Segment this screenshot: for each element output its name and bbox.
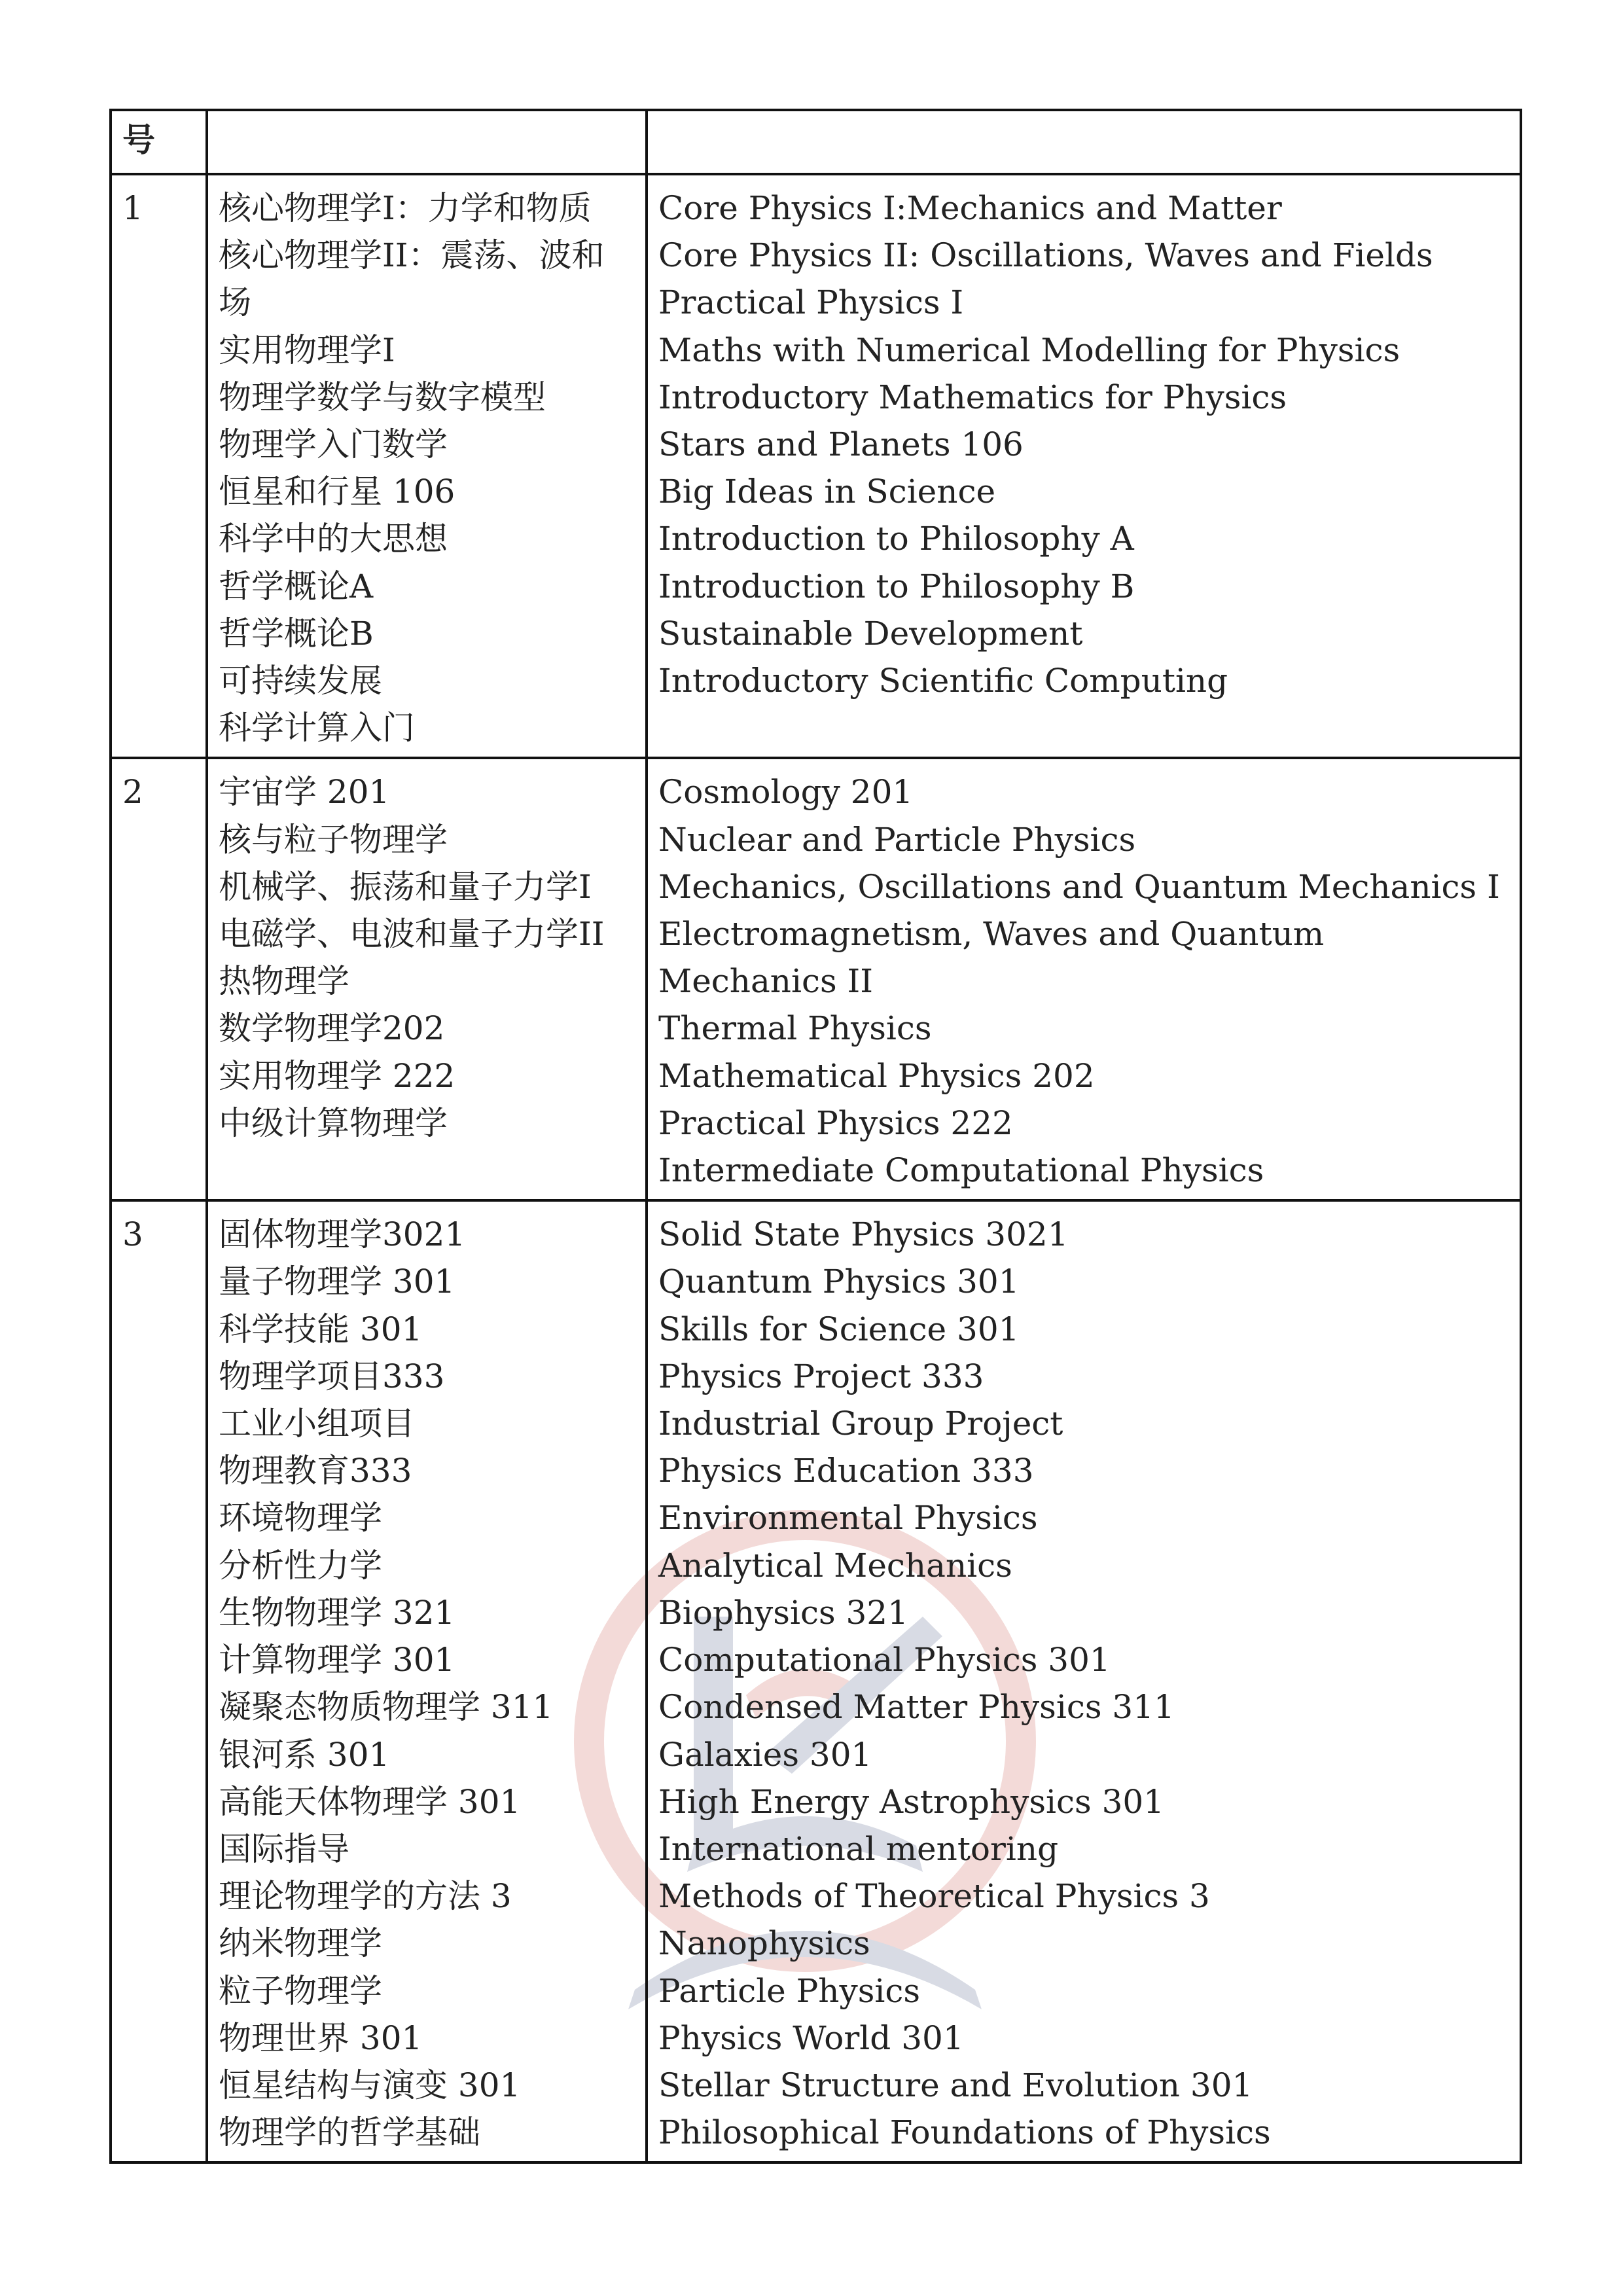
- year-number: 1: [122, 189, 143, 227]
- course-name-en: Computational Physics 301: [658, 1641, 1111, 1679]
- course-name-en: International mentoring: [658, 1829, 1059, 1868]
- course-name-en: Galaxies 301: [658, 1735, 872, 1774]
- table-header-row: [111, 110, 1521, 174]
- course-name-cn: 量子物理学 301: [219, 1263, 455, 1301]
- course-name-cn: 哲学概论A: [219, 567, 374, 605]
- course-name-en: Electromagnetism, Waves and Quantum Mechanics II: [658, 915, 1325, 1001]
- course-name-en: Nuclear and Particle Physics: [658, 820, 1136, 859]
- course-name-en: Practical Physics I: [658, 283, 964, 322]
- course-name-en: Environmental Physics: [658, 1499, 1038, 1537]
- table-row: [111, 758, 1521, 1200]
- course-name-en: Introductory Mathematics for Physics: [658, 378, 1287, 416]
- course-name-cn: 电磁学、电波和量子力学II: [219, 915, 605, 954]
- chinese-course-cell: [207, 174, 647, 758]
- course-name-cn: 高能天体物理学 301: [219, 1782, 521, 1821]
- course-name-cn: 物理学数学与数字模型: [219, 378, 546, 416]
- course-name-cn: 粒子物理学: [219, 1971, 382, 2010]
- chinese-course-cell: [207, 1200, 647, 2162]
- course-name-en: Stars and Planets 106: [658, 425, 1024, 464]
- chinese-course-cell: [207, 758, 647, 1200]
- course-name-en: Philosophical Foundations of Physics: [658, 2113, 1271, 2152]
- course-name-cn: 环境物理学: [219, 1499, 382, 1537]
- course-name-cn: 实用物理学I: [219, 331, 395, 369]
- course-name-en: Introductory Scientific Computing: [658, 662, 1228, 700]
- course-name-en: Maths with Numerical Modelling for Physics: [658, 331, 1400, 369]
- course-name-cn: 宇宙学 201: [219, 773, 390, 812]
- header-chinese-cell: [207, 110, 647, 174]
- course-name-cn: 实用物理学 222: [219, 1056, 455, 1095]
- course-name-cn: 物理教育333: [219, 1452, 412, 1490]
- table-row: [111, 1200, 1521, 2162]
- course-name-en: Mathematical Physics 202: [658, 1056, 1095, 1095]
- course-name-cn: 银河系 301: [219, 1735, 390, 1774]
- course-name-en: Skills for Science 301: [658, 1310, 1020, 1348]
- course-name-en: Core Physics I:Mechanics and Matter: [658, 189, 1282, 227]
- course-name-cn: 理论物理学的方法 3: [219, 1877, 512, 1916]
- course-name-cn: 工业小组项目: [219, 1405, 415, 1443]
- course-name-cn: 恒星和行星 106: [219, 473, 455, 511]
- header-english-cell: [647, 110, 1521, 174]
- course-name-en: Practical Physics 222: [658, 1103, 1013, 1142]
- year-number: 2: [122, 773, 143, 812]
- course-name-en: Solid State Physics 3021: [658, 1215, 1069, 1254]
- course-name-en: Biophysics 321: [658, 1593, 908, 1632]
- course-name-cn: 国际指导: [219, 1829, 349, 1868]
- course-name-cn: 物理学项目333: [219, 1357, 445, 1395]
- course-name-cn: 哲学概论B: [219, 614, 374, 653]
- course-name-en: Industrial Group Project: [658, 1405, 1063, 1443]
- course-name-en: Physics Project 333: [658, 1357, 984, 1395]
- course-name-cn: 物理学入门数学: [219, 425, 448, 464]
- course-name-cn: 科学技能 301: [219, 1310, 423, 1348]
- course-name-en: Sustainable Development: [658, 614, 1083, 653]
- course-name-cn: 生物物理学 321: [219, 1593, 455, 1632]
- table-row: [111, 174, 1521, 758]
- course-name-cn: 物理学的哲学基础: [219, 2113, 480, 2152]
- year-cell: [111, 174, 207, 758]
- course-name-en: Analytical Mechanics: [658, 1546, 1012, 1585]
- header-year-cell: 号: [111, 110, 207, 174]
- course-name-en: Introduction to Philosophy B: [658, 567, 1135, 605]
- course-name-en: Big Ideas in Science: [658, 473, 996, 511]
- english-course-cell: [647, 1200, 1521, 2162]
- course-name-en: Nanophysics: [658, 1924, 870, 1963]
- course-name-cn: 科学中的大思想: [219, 520, 448, 558]
- course-name-cn: 恒星结构与演变 301: [219, 2066, 521, 2104]
- course-name-cn: 可持续发展: [219, 662, 382, 700]
- course-name-cn: 科学计算入门: [219, 709, 415, 747]
- english-course-cell: [647, 174, 1521, 758]
- course-name-en: Cosmology 201: [658, 773, 914, 812]
- course-name-cn: 物理世界 301: [219, 2018, 423, 2057]
- course-name-cn: 固体物理学3021: [219, 1215, 466, 1254]
- year-cell: [111, 758, 207, 1200]
- year-cell: [111, 1200, 207, 2162]
- course-name-en: Stellar Structure and Evolution 301: [658, 2066, 1253, 2104]
- course-name-en: High Energy Astrophysics 301: [658, 1782, 1164, 1821]
- course-name-cn: 核心物理学I：力学和物质: [219, 189, 592, 227]
- course-name-cn: 核心物理学II：震荡、波和场: [219, 236, 605, 322]
- course-name-cn: 核与粒子物理学: [219, 820, 448, 859]
- course-name-en: Introduction to Philosophy A: [658, 520, 1134, 558]
- course-name-en: Particle Physics: [658, 1971, 921, 2010]
- course-name-en: Thermal Physics: [658, 1009, 932, 1048]
- course-name-en: Physics World 301: [658, 2018, 964, 2057]
- course-name-cn: 凝聚态物质物理学 311: [219, 1688, 554, 1727]
- course-name-cn: 纳米物理学: [219, 1924, 382, 1963]
- course-table: [109, 109, 1522, 2164]
- course-name-en: Core Physics II: Oscillations, Waves and Fields: [658, 236, 1433, 275]
- course-name-en: Intermediate Computational Physics: [658, 1151, 1264, 1190]
- course-name-cn: 计算物理学 301: [219, 1641, 455, 1679]
- course-name-en: Mechanics, Oscillations and Quantum Mechanics I: [658, 867, 1500, 906]
- course-name-cn: 中级计算物理学: [219, 1103, 448, 1142]
- english-course-cell: [647, 758, 1521, 1200]
- course-name-en: Physics Education 333: [658, 1452, 1034, 1490]
- course-name-en: Condensed Matter Physics 311: [658, 1688, 1175, 1727]
- course-name-cn: 分析性力学: [219, 1546, 382, 1585]
- course-name-en: Methods of Theoretical Physics 3: [658, 1877, 1210, 1916]
- course-name-cn: 数学物理学202: [219, 1009, 445, 1048]
- year-number: 3: [122, 1215, 143, 1254]
- course-name-en: Quantum Physics 301: [658, 1263, 1020, 1301]
- course-name-cn: 热物理学: [219, 962, 349, 1001]
- course-name-cn: 机械学、振荡和量子力学I: [219, 867, 592, 906]
